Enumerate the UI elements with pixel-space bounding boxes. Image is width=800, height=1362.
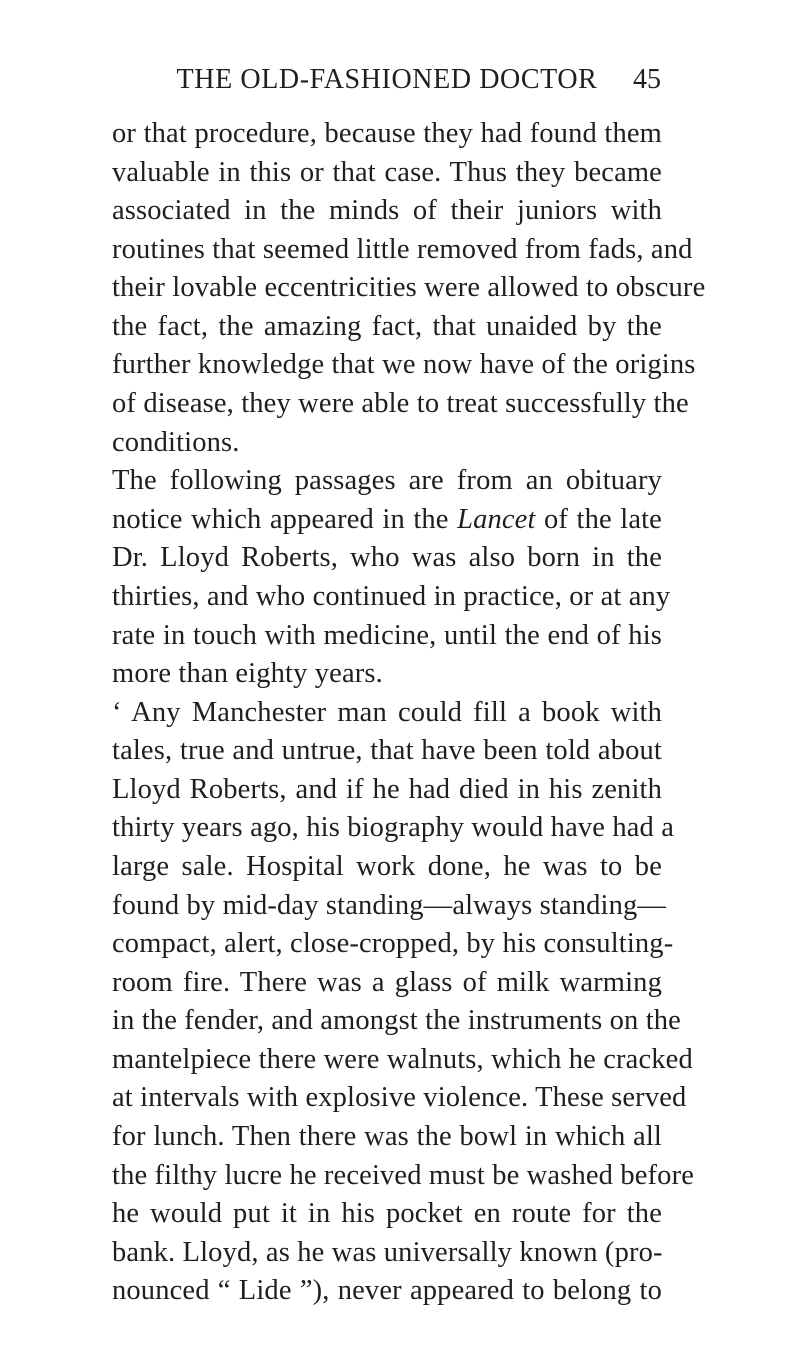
running-head [113,62,661,98]
text-line: conditions. [112,426,240,458]
text-line: thirties, and who continued in practice, or at any [112,580,671,612]
text-line: compact, alert, close-cropped, by his consulting- [112,928,674,960]
text-fragment: of the late [535,503,662,535]
text-line: rate in touch with medicine, until the end of his [112,619,662,651]
text-line: bank. Lloyd, as he was universally known (pro- [112,1236,663,1268]
text-line: for lunch. Then there was the bowl in which all [112,1121,662,1153]
text-line: nounced “ Lide ”), never appeared to belong to [112,1275,662,1307]
text-fragment: notice which appeared in the [112,503,458,535]
text-line: The following passages are from an obituary [112,465,662,497]
text-line: routines that seemed little removed from fads, and [112,233,693,265]
text-line: mantelpiece there were walnuts, which he cracked [112,1043,693,1075]
text-line: he would put it in his pocket en route for the [112,1198,662,1230]
text-line: their lovable eccentricities were allowed to obscure [112,272,706,304]
text-line: associated in the minds of their juniors with [112,195,662,227]
text-line: of disease, they were able to treat successfully the [112,388,689,420]
running-title: THE OLD-FASHIONED DOCTOR [176,64,598,95]
text-line: the fact, the amazing fact, that unaided by the [112,310,662,342]
text-line: Dr. Lloyd Roberts, who was also born in the [112,542,662,574]
body-text [112,115,706,1311]
text-line: valuable in this or that case. Thus they became [112,156,662,188]
page-number: 45 [633,64,661,95]
text-line: further knowledge that we now have of the origins [112,349,696,381]
text-line: Lloyd Roberts, and if he had died in his zenith [112,773,662,805]
text-line: or that procedure, because they had found them [112,118,662,149]
text-line: ‘ Any Manchester man could fill a book with [112,696,662,728]
text-line: thirty years ago, his biography would have had a [112,812,675,844]
text-line-lancet [112,501,662,540]
text-line: tales, true and untrue, that have been told about [112,735,662,767]
text-line: found by mid-day standing—always standing— [112,889,667,921]
text-line: more than eighty years. [112,658,383,690]
text-line: large sale. Hospital work done, he was to be [112,850,662,882]
text-line: room fire. There was a glass of milk warming [112,966,662,998]
text-line: the filthy lucre he received must be washed before [112,1159,695,1191]
text-line: in the fender, and amongst the instruments on the [112,1005,681,1037]
periodical-title: Lancet [457,503,536,535]
text-line: at intervals with explosive violence. These served [112,1082,687,1114]
